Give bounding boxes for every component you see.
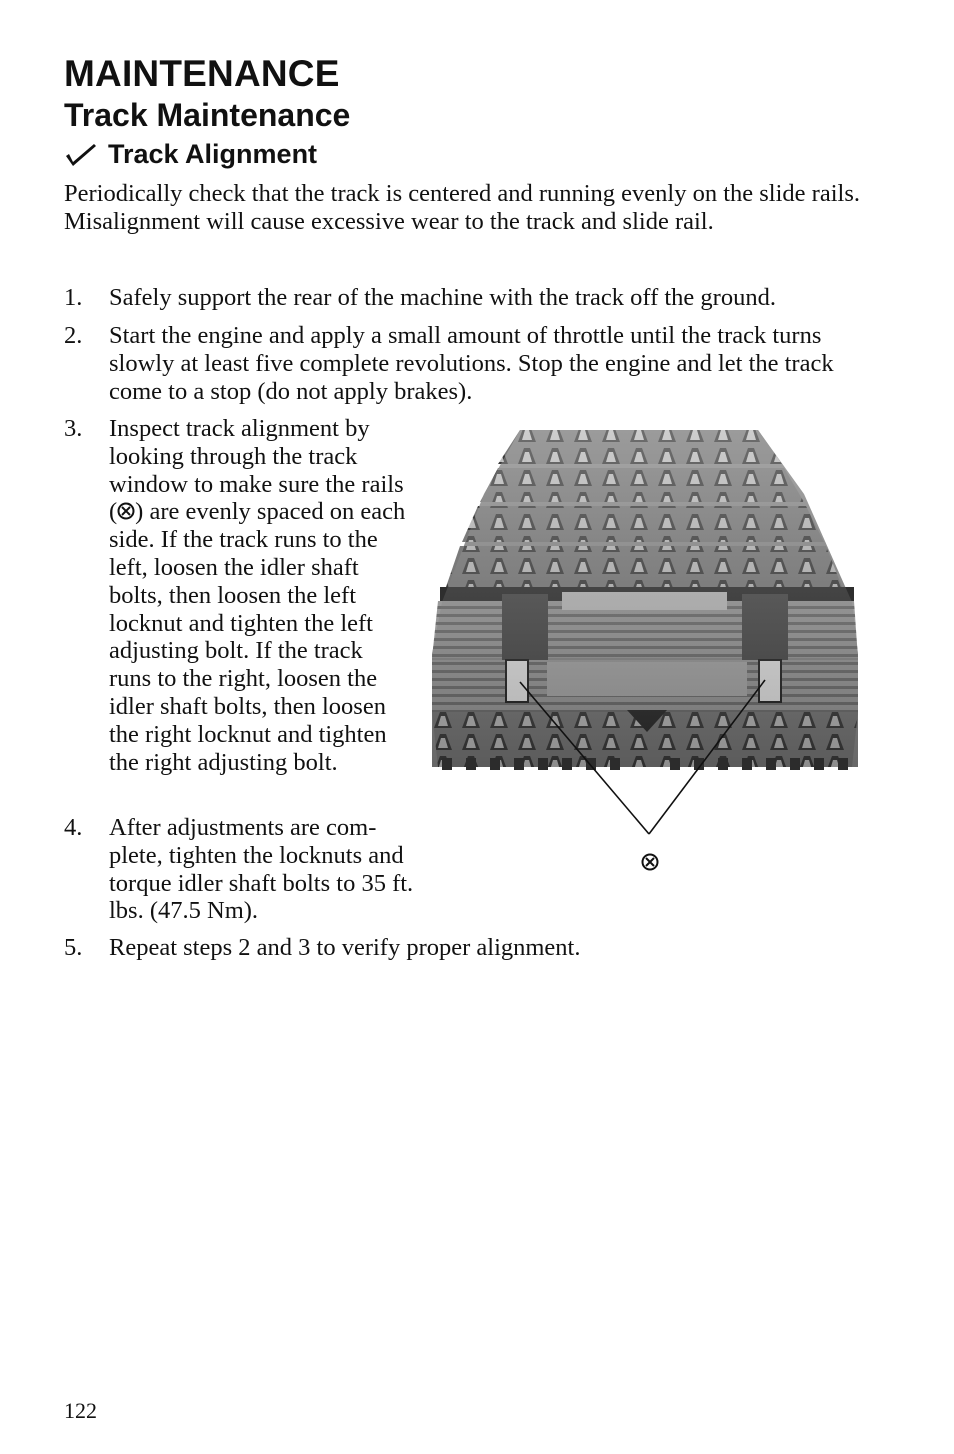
- step-1: [64, 284, 884, 312]
- topic-title: [64, 137, 317, 171]
- step-text: Start the engine and apply a small amount of throttle until the track turns slowly at least five complete revolutions. Stop the engine and let the track come to a stop (do not apply brakes).: [109, 322, 834, 405]
- step-text-part1: Inspect track alignment by looking through the track window to make sure the rails (: [109, 415, 404, 526]
- circled-x-icon: [117, 502, 135, 520]
- track-photo: [432, 430, 858, 770]
- subsection-title: Track Maintenance: [64, 97, 351, 133]
- page-number: 122: [64, 1398, 97, 1423]
- track-alignment-figure: [432, 422, 860, 872]
- step-number: 4.: [64, 814, 83, 841]
- circled-x-icon: [643, 855, 658, 870]
- topic-title-text: Track Alignment: [108, 139, 318, 169]
- step-text-part2: ) are evenly spaced on each side. If the track runs to the left, loosen the idler shaft bolts, then loosen the left locknut and tighten the left adjusting bolt. If the track runs to the right, loosen the idler shaft bolts, then loosen the right locknut and tighten the right adjusting bolt.: [109, 498, 406, 776]
- checkmark-icon: [64, 142, 98, 166]
- step-number: 2.: [64, 322, 83, 349]
- intro-paragraph: Periodically check that the track is centered and running evenly on the slide rails. Misalignment will cause excessive wear to the track and slide rail.: [64, 180, 860, 235]
- step-number: 3.: [64, 415, 83, 442]
- step-4: [64, 814, 414, 925]
- step-text: [109, 415, 410, 776]
- step-text: After adjustments are com-plete, tighten the locknuts and torque idler shaft bolts to 35 ft. lbs. (47.5 Nm).: [109, 814, 414, 925]
- section-title: MAINTENANCE: [64, 53, 340, 94]
- step-3: [64, 415, 410, 776]
- step-2: [64, 322, 864, 405]
- step-5: [64, 934, 884, 962]
- step-number: 5.: [64, 934, 83, 961]
- step-text: Repeat steps 2 and 3 to verify proper alignment.: [109, 934, 581, 961]
- step-number: 1.: [64, 284, 83, 311]
- step-text: Safely support the rear of the machine with the track off the ground.: [109, 284, 776, 311]
